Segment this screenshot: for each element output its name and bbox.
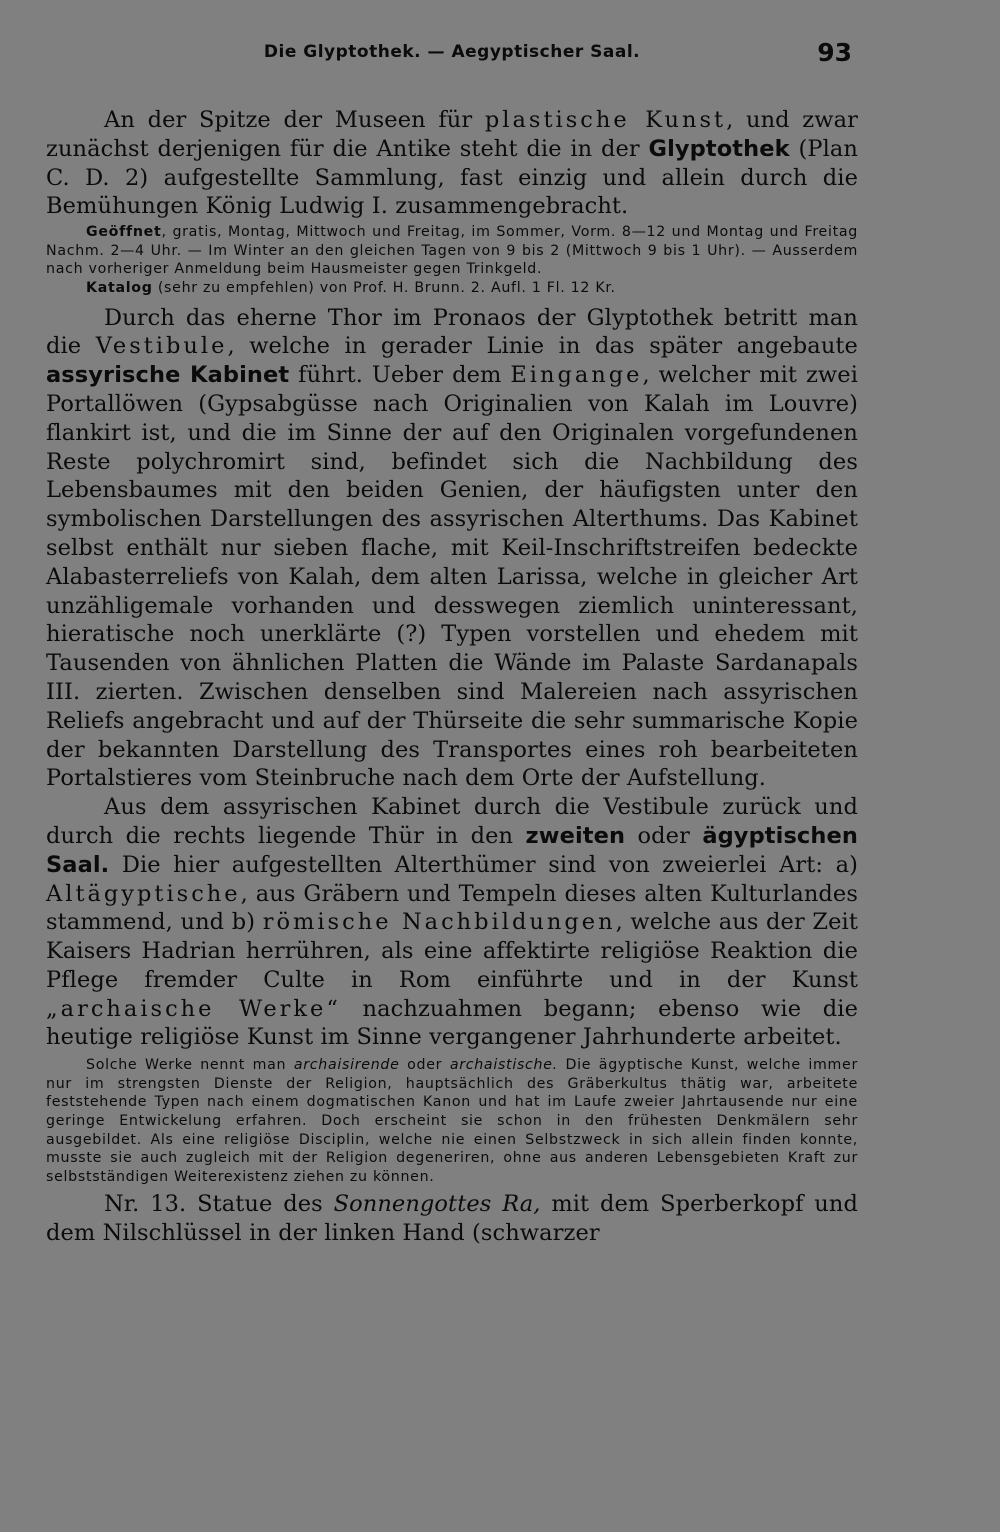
spaced-term: Altägyptische [46, 880, 241, 907]
page-number: 93 [817, 38, 852, 67]
italic-term: archaistische. [449, 1057, 558, 1074]
text-run: Aus dem assyrischen Kabinet durch die Vestibule zurück und durch die rechts liegende Thür in den [46, 794, 858, 849]
text-run: führt. Ueber dem [298, 362, 502, 389]
spaced-term: Vestibule [95, 333, 228, 360]
text-run: , welcher mit zwei Portallöwen (Gypsabgüsse nach Originalien von Kalah im Louvre) flankirt ist, und die im Sinne der auf den Originalen vorgefundenen Reste polychromirt sind, befindet sich die Nachbildung des Lebensbaumes mit den beiden Genien, der häufigsten unter den symbolischen Darstellungen des assyrischen Alterthums. Das Kabinet selbst enthält nur sieben flache, mit Keil-Inschriftstreifen bedeckte Alabasterreliefs von Kalah, dem alten Larissa, welche in gleicher Art unzähligemale vorhanden und desswegen ziemlich uninteressant, hieratische noch unerklärte (?) Typen vorstellen und ehedem mit Tausenden von ähnlichen Platten die Wände im Palaste Sardanapals III. zierten. Zwischen denselben sind Malereien nach assyrischen Reliefs angebracht und auf der Thürseite die sehr summarische Kopie der bekannten Darstellung des Transportes eines roh bearbeiteten Portalstieres vom Steinbruche nach dem Orte der Aufstellung. [46, 362, 858, 792]
text-run: Die hier aufgestellten Alterthümer sind von zweierlei Art: a) [121, 851, 858, 878]
item-number: Nr. 13. [104, 1191, 187, 1218]
note-catalogue [46, 279, 858, 298]
running-title: Die Glyptothek. — Aegyptischer Saal. [263, 42, 641, 62]
text-run: , und zwar zunächst derjenigen für die Antike steht die in der [46, 107, 858, 162]
text-run: (Plan C. D. 2) aufgestellte Sammlung, fast einzig und allein durch die Bemühungen König Ludwig I. zusammengebracht. [46, 135, 858, 220]
text-run: Solche Werke nennt man [86, 1057, 287, 1074]
spaced-term: römische Nachbildungen [262, 909, 616, 936]
italic-term: Sonnengottes Ra, [333, 1191, 541, 1218]
bold-term: ägyptischen Saal. [46, 822, 858, 878]
text-run: oder [637, 822, 690, 849]
text-run: , gratis, Montag, Mittwoch und Freitag, im Sommer, Vorm. 8—12 und Montag und Freitag Nachm. 2—4 Uhr. — Im Winter an den gleichen Tagen von 9 bis 2 (Mittwoch 9 bis 1 Uhr). — Ausserdem nach vorheriger Anmeldung beim Hausmeister gegen Trinkgeld. [46, 224, 858, 278]
note-egyptian-art [46, 1056, 858, 1186]
spaced-term: plastische Kunst [484, 107, 727, 133]
text-run: Statue des [197, 1191, 323, 1218]
text-run: mit dem Sperberkopf und dem Nilschlüssel in der linken Hand (schwarzer [46, 1191, 858, 1247]
italic-term: archaisirende [293, 1057, 400, 1074]
text-run: An der Spitze der Museen für [104, 107, 473, 133]
bold-term: zweiten [525, 822, 626, 849]
bold-term: assyrische Kabinet [46, 362, 290, 389]
text-run: , welche in gerader Linie in das später angebaute [227, 333, 858, 360]
book-page [46, 36, 858, 1248]
note-opening-hours [46, 223, 858, 279]
spaced-term: Eingange [510, 362, 643, 389]
bold-term: Glyptothek [648, 135, 790, 162]
page-header [46, 36, 858, 76]
text-run: Durch das eherne Thor im Pronaos der Glyptothek betritt man die [46, 304, 858, 360]
text-run: , welche aus der Zeit Kaisers Hadrian herrühren, als eine affektirte religiöse Reaktion die Pflege fremder Culte in Rom einführte und in der Kunst [46, 909, 858, 993]
paragraph-intro [46, 106, 858, 221]
spaced-term: „archaische Werke“ [46, 995, 341, 1022]
paragraph-egyptian-hall [46, 793, 858, 1052]
text-run: Die ägyptische Kunst, welche immer nur im strengsten Dienste der Religion, hauptsächlich des Gräberkultus thätig war, arbeitete feststehende Typen nach einem dogmatischen Kanon und hat im Laufe zweier Jahrtausende nur eine geringe Entwickelung erfahren. Doch erscheint sie schon in den frühesten Denkmälern sehr ausgebildet. Als eine religiöse Disciplin, welche nie einen Selbstzweck in sich allein finden konnte, musste sie auch zugleich mit der Religion degeneriren, ohne aus anderen Lebensgebieten Kraft zur selbstständigen Weiterexistenz ziehen zu können. [46, 1057, 858, 1185]
bold-term: Geöffnet [86, 224, 162, 241]
bold-term: Katalog [86, 279, 153, 296]
text-run: , aus Gräbern und Tempeln dieses alten Kulturlandes stammend, und b) [46, 880, 858, 936]
paragraph-statue-ra [46, 1190, 858, 1248]
paragraph-assyrian-cabinet [46, 304, 858, 794]
text-run: (sehr zu empfehlen) von Prof. H. Brunn. 2. Aufl. 1 Fl. 12 Kr. [157, 279, 616, 296]
text-run: oder [407, 1057, 443, 1074]
text-run: nachzuahmen begann; ebenso wie die heutige religiöse Kunst im Sinne vergangener Jahrhunderte arbeitet. [46, 995, 858, 1051]
